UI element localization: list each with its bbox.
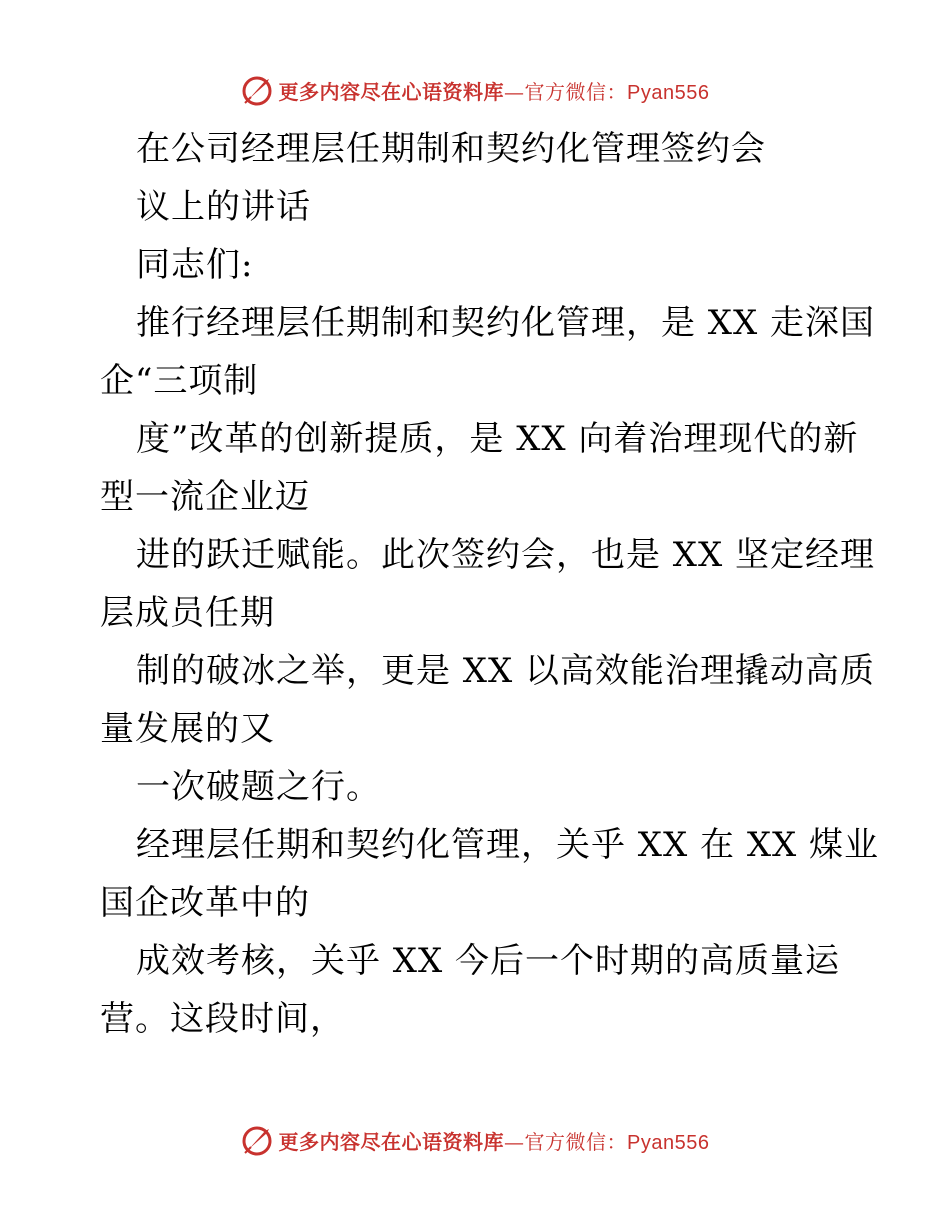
document-line: 同志们: [136, 245, 254, 285]
watermark-wechat-label: 官方微信： [524, 79, 628, 104]
watermark-wechat-label: 官方微信： [524, 1129, 628, 1154]
quill-logo-icon [241, 1123, 275, 1157]
watermark-site-text: 更多内容尽在心语资料库 [278, 1129, 505, 1154]
watermark-separator: — [504, 1129, 525, 1154]
watermark-wechat-id: Pyan556 [627, 81, 710, 104]
document-line: 企“三项制 [100, 361, 259, 401]
document-line: 型一流企业迈 [100, 477, 310, 517]
document-line: 进的跃迁赋能。此次签约会，也是 XX 坚定经理 [136, 535, 876, 575]
document-line: 一次破题之行。 [136, 767, 381, 807]
watermark-site-text: 更多内容尽在心语资料库 [278, 79, 505, 104]
watermark-banner-top [0, 70, 950, 110]
document-line: 议上的讲话 [136, 187, 311, 227]
document-line: 经理层任期和契约化管理，关乎 XX 在 XX 煤业 [136, 825, 880, 865]
watermark-wechat-id: Pyan556 [627, 1131, 710, 1154]
watermark-banner-bottom [0, 1120, 950, 1160]
document-line: 营。这段时间， [100, 999, 345, 1039]
document-line: 层成员任期 [100, 593, 275, 633]
document-line: 成效考核，关乎 XX 今后一个时期的高质量运 [136, 941, 841, 981]
document-line: 在公司经理层任期制和契约化管理签约会 [136, 129, 766, 169]
watermark-text [279, 1126, 710, 1155]
document-line: 度”改革的创新提质，是 XX 向着治理现代的新 [136, 419, 859, 459]
document-body [100, 120, 880, 1048]
watermark-text [279, 76, 710, 105]
document-line: 制的破冰之举，更是 XX 以高效能治理撬动高质 [136, 651, 876, 691]
document-line: 量发展的又 [100, 709, 275, 749]
quill-logo-icon [241, 73, 275, 107]
document-line: 国企改革中的 [100, 883, 310, 923]
watermark-separator: — [504, 79, 525, 104]
document-line: 推行经理层任期制和契约化管理，是 XX 走深国 [136, 303, 876, 343]
